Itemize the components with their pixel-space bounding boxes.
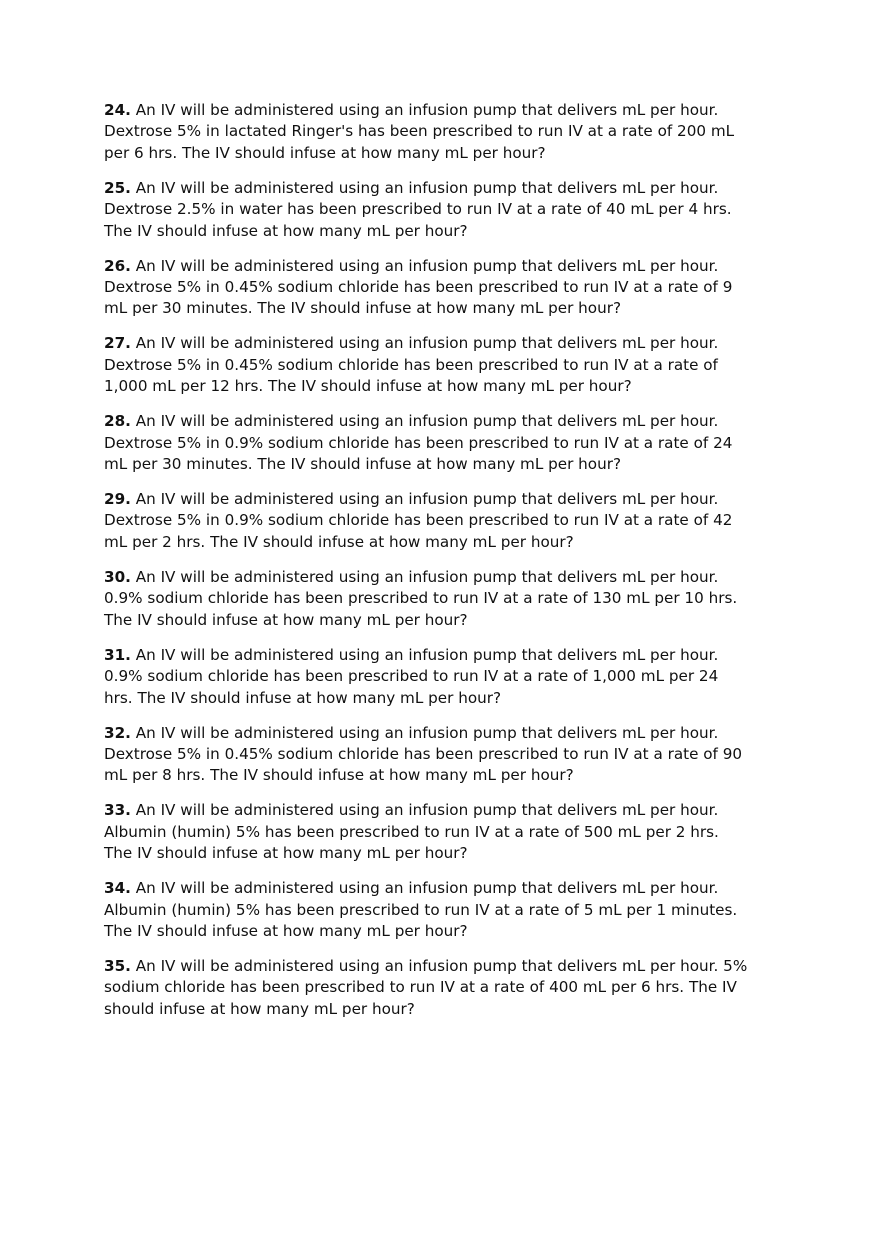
question-line: per 6 hrs. The IV should infuse at how many mL per hour? [104, 143, 546, 162]
question-line: mL per 2 hrs. The IV should infuse at how many mL per hour? [104, 532, 574, 551]
question-number: 26. [104, 256, 131, 275]
question-line: Dextrose 5% in 0.9% sodium chloride has been prescribed to run IV at a rate of 42 [104, 511, 733, 530]
question-line: An IV will be administered using an infusion pump that delivers mL per hour. 5% [135, 956, 748, 975]
question-number: 27. [104, 334, 131, 353]
question-line: 1,000 mL per 12 hrs. The IV should infuse at how many mL per hour? [104, 377, 632, 396]
question-line: 0.9% sodium chloride has been prescribed to run IV at a rate of 130 mL per 10 hrs. [104, 589, 738, 608]
question-line: An IV will be administered using an infusion pump that delivers mL per hour. [135, 723, 719, 742]
question-line: An IV will be administered using an infusion pump that delivers mL per hour. [135, 490, 719, 509]
question-line: An IV will be administered using an infusion pump that delivers mL per hour. [135, 412, 719, 431]
question-line: Dextrose 5% in lactated Ringer's has been prescribed to run IV at a rate of 200 mL [104, 122, 735, 141]
question-line: An IV will be administered using an infusion pump that delivers mL per hour. [135, 801, 719, 820]
question-line: An IV will be administered using an infusion pump that delivers mL per hour. [135, 879, 719, 898]
question-line: hrs. The IV should infuse at how many mL per hour? [104, 688, 502, 707]
question-item [104, 956, 784, 1020]
question-list [104, 100, 784, 1034]
question-item [104, 645, 784, 709]
question-line: The IV should infuse at how many mL per hour? [104, 921, 468, 940]
question-line: An IV will be administered using an infusion pump that delivers mL per hour. [135, 334, 719, 353]
question-line: Dextrose 5% in 0.45% sodium chloride has been prescribed to run IV at a rate of [104, 355, 718, 374]
question-item [104, 100, 784, 164]
question-line: The IV should infuse at how many mL per hour? [104, 221, 468, 240]
question-item [104, 567, 784, 631]
question-number: 35. [104, 956, 131, 975]
question-line: Dextrose 5% in 0.45% sodium chloride has been prescribed to run IV at a rate of 9 [104, 278, 733, 297]
question-line: An IV will be administered using an infusion pump that delivers mL per hour. [135, 567, 719, 586]
question-line: An IV will be administered using an infusion pump that delivers mL per hour. [135, 101, 719, 119]
question-item [104, 178, 784, 242]
question-number: 34. [104, 879, 131, 898]
question-number: 24. [104, 101, 131, 119]
question-line: An IV will be administered using an infusion pump that delivers mL per hour. [135, 645, 719, 664]
question-number: 25. [104, 178, 131, 197]
question-line: sodium chloride has been prescribed to run IV at a rate of 400 mL per 6 hrs. The IV [104, 978, 737, 997]
question-item [104, 411, 784, 475]
question-line: The IV should infuse at how many mL per hour? [104, 844, 468, 863]
question-item [104, 800, 784, 864]
question-line: Albumin (humin) 5% has been prescribed to run IV at a rate of 500 mL per 2 hrs. [104, 822, 719, 841]
question-line: An IV will be administered using an infusion pump that delivers mL per hour. [135, 256, 719, 275]
question-item [104, 489, 784, 553]
question-line: mL per 8 hrs. The IV should infuse at how many mL per hour? [104, 766, 574, 785]
question-item [104, 878, 784, 942]
question-line: Dextrose 2.5% in water has been prescribed to run IV at a rate of 40 mL per 4 hrs. [104, 200, 732, 219]
question-number: 31. [104, 645, 131, 664]
question-line: mL per 30 minutes. The IV should infuse at how many mL per hour? [104, 455, 622, 474]
question-line: Albumin (humin) 5% has been prescribed to run IV at a rate of 5 mL per 1 minutes. [104, 900, 738, 919]
question-line: An IV will be administered using an infusion pump that delivers mL per hour. [135, 178, 719, 197]
question-number: 30. [104, 567, 131, 586]
question-line: Dextrose 5% in 0.9% sodium chloride has been prescribed to run IV at a rate of 24 [104, 433, 733, 452]
question-line: The IV should infuse at how many mL per hour? [104, 610, 468, 629]
question-item [104, 256, 784, 320]
question-line: mL per 30 minutes. The IV should infuse at how many mL per hour? [104, 299, 622, 318]
question-line: Dextrose 5% in 0.45% sodium chloride has been prescribed to run IV at a rate of 90 [104, 744, 743, 763]
question-number: 33. [104, 801, 131, 820]
question-number: 29. [104, 490, 131, 509]
question-number: 28. [104, 412, 131, 431]
question-line: should infuse at how many mL per hour? [104, 999, 415, 1018]
question-line: 0.9% sodium chloride has been prescribed to run IV at a rate of 1,000 mL per 24 [104, 667, 719, 686]
question-number: 32. [104, 723, 131, 742]
question-item [104, 333, 784, 397]
question-item [104, 723, 784, 787]
